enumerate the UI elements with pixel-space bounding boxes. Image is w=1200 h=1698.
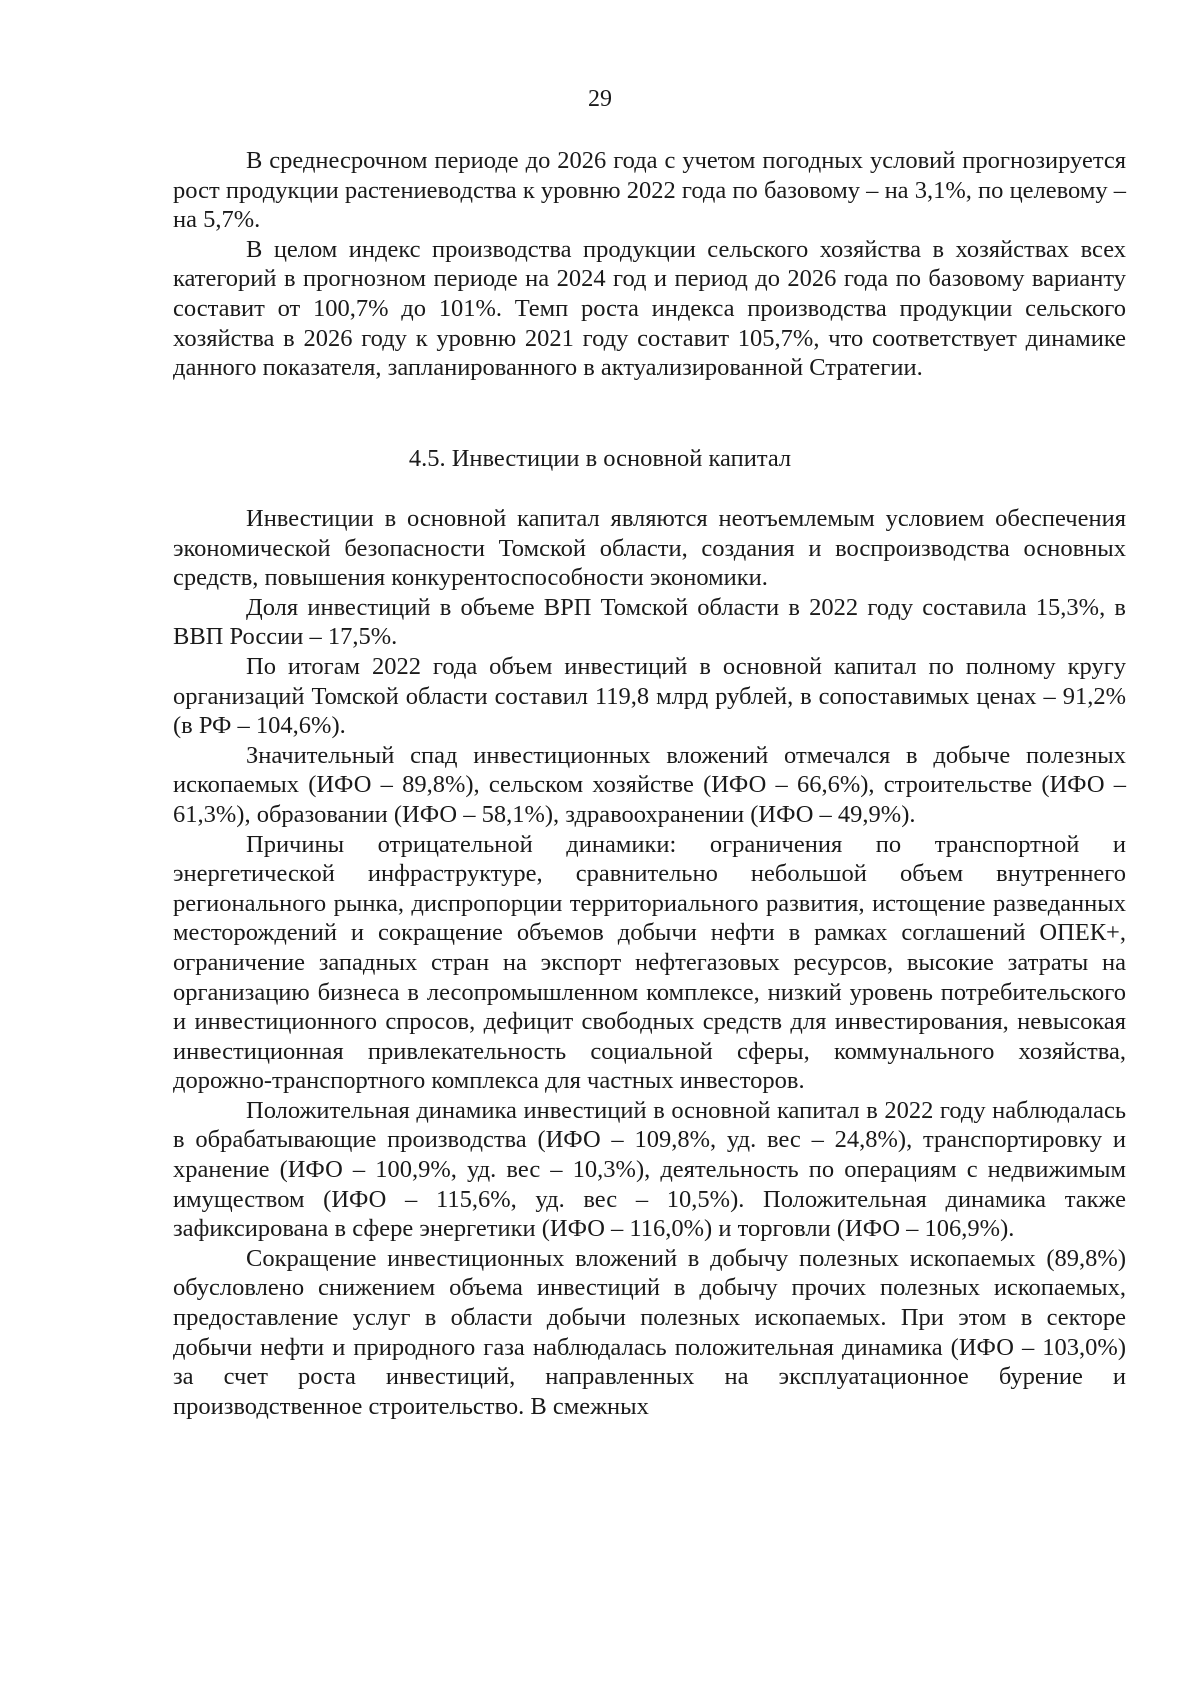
paragraph: Значительный спад инвестиционных вложений отмечался в добыче полезных ископаемых (ИФО – 89,8%), сельском хозяйстве (ИФО – 66,6%), строительстве (ИФО – 61,3%), образовании (ИФО – 58,1%), здравоохранении (ИФО – 49,9%). (173, 741, 1126, 828)
paragraph: Причины отрицательной динамики: ограничения по транспортной и энергетической инфраструктуре, сравнительно небольшой объем внутреннего регионального рынка, диспропорции территориального развития, истощение разведанных месторождений и сокращение объемов добычи нефти в рамках соглашений ОПЕК+, ограничение западных стран на экспорт нефтегазовых ресурсов, высокие затраты на организацию бизнеса в лесопромышленном комплексе, низкий уровень потребительского и инвестиционного спросов, дефицит свободных средств для инвестирования, невысокая инвестиционная привлекательность социальной сферы, коммунального хозяйства, дорожно-транспортного комплекса для частных инвесторов. (173, 830, 1126, 1095)
paragraph: В целом индекс производства продукции сельского хозяйства в хозяйствах всех категорий в прогнозном периоде на 2024 год и период до 2026 года по базовому варианту составит от 100,7% до 101%. Темп роста индекса производства продукции сельского хозяйства в 2026 году к уровню 2021 году составит 105,7%, что соответствует динамике данного показателя, запланированного в актуализированной Стратегии. (173, 235, 1126, 382)
paragraph: Положительная динамика инвестиций в основной капитал в 2022 году наблюдалась в обрабатывающие производства (ИФО – 109,8%, уд. вес – 24,8%), транспортировку и хранение (ИФО – 100,9%, уд. вес – 10,3%), деятельность по операциям с недвижимым имуществом (ИФО – 115,6%, уд. вес – 10,5%). Положительная динамика также зафиксирована в сфере энергетики (ИФО – 116,0%) и торговли (ИФО – 106,9%). (173, 1096, 1126, 1243)
intro-text-block (173, 146, 1126, 383)
paragraph: Сокращение инвестиционных вложений в добычу полезных ископаемых (89,8%) обусловлено снижением объема инвестиций в добычу прочих полезных ископаемых, предоставление услуг в области добычи полезных ископаемых. При этом в секторе добычи нефти и природного газа наблюдалась положительная динамика (ИФО – 103,0%) за счет роста инвестиций, направленных на эксплуатационное бурение и производственное строительство. В смежных (173, 1244, 1126, 1420)
paragraph: Доля инвестиций в объеме ВРП Томской области в 2022 году составила 15,3%, в ВВП России – 17,5%. (173, 593, 1126, 651)
page-number: 29 (588, 86, 612, 112)
paragraph: В среднесрочном периоде до 2026 года с учетом погодных условий прогнозируется рост продукции растениеводства к уровню 2022 года по базовому – на 3,1%, по целевому – на 5,7%. (173, 147, 1126, 234)
section-heading: 4.5. Инвестиции в основной капитал (408, 445, 792, 472)
section-text-block (173, 504, 1126, 1421)
paragraph: Инвестиции в основной капитал являются неотъемлемым условием обеспечения экономической безопасности Томской области, создания и воспроизводства основных средств, повышения конкурентоспособности экономики. (173, 505, 1126, 592)
paragraph: По итогам 2022 года объем инвестиций в основной капитал по полному кругу организаций Томской области составил 119,8 млрд рублей, в сопоставимых ценах – 91,2% (в РФ – 104,6%). (173, 652, 1126, 740)
